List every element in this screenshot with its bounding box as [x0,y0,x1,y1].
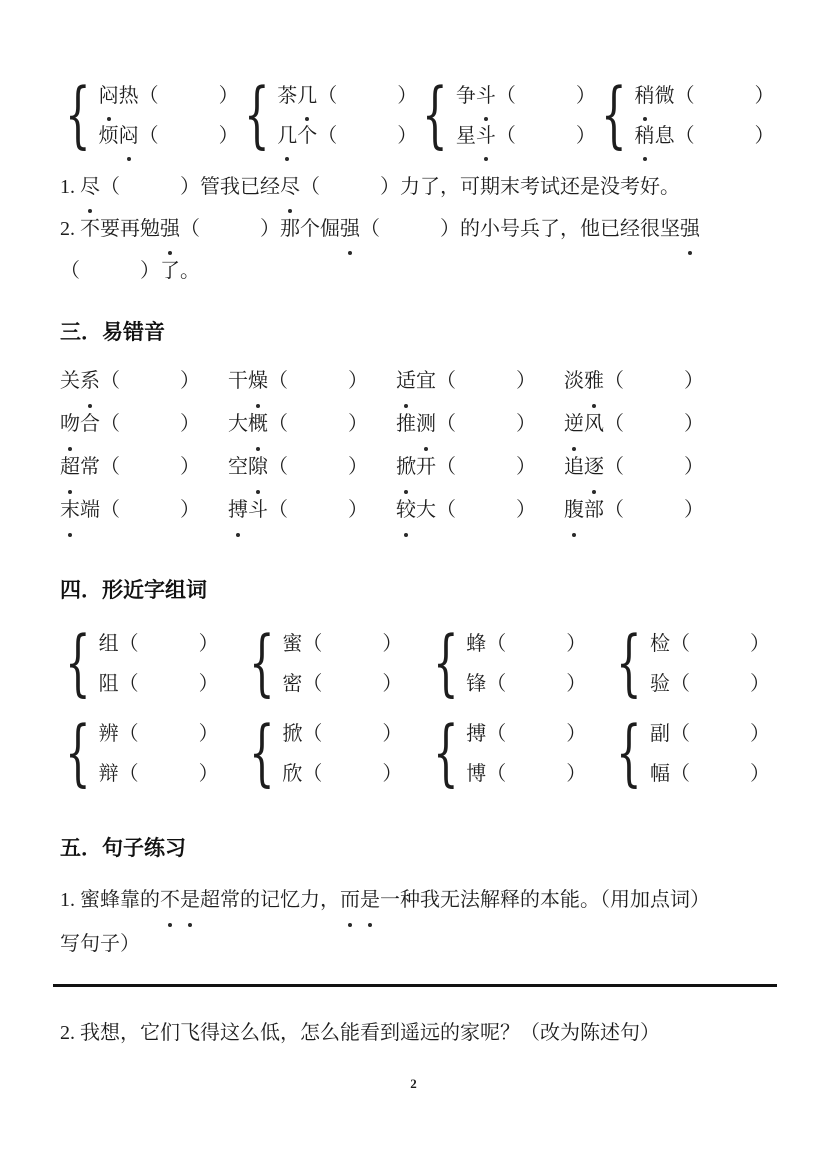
blank-parentheses: （ ） [436,370,536,392]
blank-parentheses: （ ） [118,673,219,695]
xingjinzi-row [60,621,770,705]
blank-parentheses: （ ） [100,456,200,478]
blank-parentheses: （ ） [604,413,704,435]
dotted-char: 适 [396,360,416,403]
word-blank-line: 辨（ ） [98,723,219,745]
brace-group [596,73,775,157]
dotted-char: 搏 [228,489,248,532]
dotted-char: 斗 [476,116,496,156]
word-blank-line: 副（ ） [649,723,770,745]
word-blank-line: 阻（ ） [98,673,219,695]
left-brace: { [243,73,270,157]
word-blank-cell: 超常（ ） [60,446,228,489]
dotted-char: 而 [340,878,360,922]
blank-parentheses: （ ） [669,723,770,745]
left-brace: { [64,621,91,705]
word-blank-line: 蜜（ ） [282,633,403,655]
left-brace: { [616,711,642,795]
blank-parentheses: （ ） [138,85,239,107]
word-blank-line: 检（ ） [649,633,770,655]
blank-parentheses: （ ） [436,456,536,478]
blank-parentheses: （ ） [100,499,200,521]
brace-group [611,621,770,705]
page-number: 2 [410,1076,417,1091]
dotted-char: 稍 [635,76,655,116]
left-brace: { [64,73,91,157]
word-blank-line: 争斗（ ） [456,76,596,116]
left-brace: { [248,711,275,795]
blank-parentheses: （ ） [436,413,536,435]
brace-group [244,621,403,705]
blank-parentheses: （ ） [302,633,403,655]
multi-pronunciation-brace-row [60,73,775,157]
blank-parentheses: （ ） [118,633,219,655]
blank-parentheses: （ ） [669,633,770,655]
word-blank-cell: 搏斗（ ） [228,489,396,532]
left-brace: { [64,711,91,795]
blank-parentheses: （ ） [300,176,400,198]
dotted-char: 强 [680,208,700,250]
blank-parentheses: （ ） [674,125,775,147]
blank-parentheses: （ ） [180,218,280,240]
word-blank-line: 几个（ ） [277,116,417,156]
dotted-char: 测 [416,403,436,446]
blank-parentheses: （ ） [302,723,403,745]
dotted-char: 强 [340,208,360,250]
blank-parentheses: （ ） [486,723,587,745]
brace-group [60,621,219,705]
blank-parentheses: （ ） [669,763,770,785]
blank-parentheses: （ ） [674,85,775,107]
word-blank-line: 稍息（ ） [635,116,775,156]
dotted-char: 斗 [476,76,496,116]
word-blank-line: 茶几（ ） [277,76,417,116]
blank-parentheses: （ ） [604,456,704,478]
blank-parentheses: （ ） [100,176,200,198]
brace-group [611,711,770,795]
blank-parentheses: （ ） [60,260,160,282]
brace-group [428,711,587,795]
section-four-heading: 四．形近字组词 [60,579,207,602]
yicuoyin-word-grid [60,360,770,532]
sentence-line: 写句子） [60,933,140,955]
blank-parentheses: （ ） [495,125,596,147]
blank-parentheses: （改为陈述句） [520,1022,660,1044]
sentence-item [60,878,770,966]
blank-parentheses: （用加点词） [600,889,710,911]
left-brace: { [422,73,448,157]
blank-parentheses: （ ） [268,370,368,392]
blank-parentheses: （ ） [669,673,770,695]
blank-parentheses: （ ） [138,125,239,147]
blank-parentheses: （ ） [302,763,403,785]
sentence-line: （ ）了。 [60,260,200,282]
word-blank-cell: 关系（ ） [60,360,228,403]
sentence-item [60,166,770,208]
word-blank-line: 星斗（ ） [456,116,596,156]
left-brace: { [616,621,642,705]
blank-parentheses: （ ） [436,499,536,521]
blank-parentheses: （ ） [495,85,596,107]
xingjinzi-row [60,711,770,795]
word-blank-line: 搏（ ） [466,723,587,745]
dotted-char: 末 [60,489,80,532]
xingjinzi-brace-rows [60,621,770,795]
word-blank-line: 稍微（ ） [635,76,775,116]
blank-parentheses: （ ） [118,763,219,785]
word-blank-cell: 大概（ ） [228,403,396,446]
dotted-char: 吻 [60,403,80,446]
word-blank-cell: 腹部（ ） [564,489,770,532]
blank-parentheses: （ ） [360,218,460,240]
left-brace: { [432,621,459,705]
sentence-practice-item [60,1011,770,1055]
brace-group [417,73,596,157]
sentence-practice-item [60,878,770,966]
word-blank-cell: 逆风（ ） [564,403,770,446]
left-brace: { [248,621,275,705]
brace-group [239,73,418,157]
dotted-char: 概 [248,403,268,446]
word-blank-line: 闷热（ ） [99,76,239,116]
dotted-char: 超 [60,446,80,489]
dotted-char: 隙 [248,446,268,489]
dotted-char: 逆 [564,403,584,446]
dotted-char: 雅 [584,360,604,403]
sentence-line: 2. 我想，它们飞得这么低，怎么能看到遥远的家呢？（改为陈述句） [60,1022,660,1044]
sentence-line: 2. 不要再勉强（ ）那个倔强（ ）的小号兵了，他已经很坚强 [60,208,770,250]
dotted-char: 较 [396,489,416,532]
dotted-char: 是 [180,878,200,922]
sentence-line: 1. 尽（ ）管我已经尽（ ）力了，可期末考试还是没考好。 [60,166,770,208]
brace-group [60,711,219,795]
brace-group [428,621,587,705]
blank-parentheses: （ ） [268,456,368,478]
dotted-char: 强 [160,208,180,250]
word-blank-line: 幅（ ） [649,763,770,785]
blank-parentheses: （ ） [604,370,704,392]
sentence-item [60,208,770,292]
dotted-char: 闷 [119,116,139,156]
blank-parentheses: （ ） [100,370,200,392]
blank-parentheses: （ ） [486,763,587,785]
word-blank-cell: 末端（ ） [60,489,228,532]
word-blank-cell: 推测（ ） [396,403,564,446]
blank-parentheses: （ ） [268,499,368,521]
dotted-char: 几 [277,116,297,156]
blank-parentheses: （ ） [118,723,219,745]
word-blank-line: 烦闷（ ） [99,116,239,156]
blank-parentheses: （ ） [486,673,587,695]
word-blank-line: 掀（ ） [282,723,403,745]
word-blank-line: 博（ ） [466,763,587,785]
blank-parentheses: （ ） [100,413,200,435]
word-blank-line: 验（ ） [649,673,770,695]
dotted-char: 掀 [396,446,416,489]
word-blank-line: 密（ ） [282,673,403,695]
dotted-char: 腹 [564,489,584,532]
brace-group [244,711,403,795]
dotted-char: 尽 [80,166,100,208]
left-brace: { [600,73,627,157]
dotted-char: 尽 [280,166,300,208]
brace-group [60,73,239,157]
answer-writing-line [53,984,777,987]
word-blank-cell: 空隙（ ） [228,446,396,489]
word-blank-cell: 掀开（ ） [396,446,564,489]
blank-parentheses: （ ） [268,413,368,435]
dotted-char: 稍 [635,116,655,156]
word-blank-cell: 干燥（ ） [228,360,396,403]
dotted-char: 是 [360,878,380,922]
dotted-char: 闷 [99,76,119,116]
dotted-char: 几 [297,76,317,116]
word-blank-line: 锋（ ） [466,673,587,695]
word-blank-cell: 追逐（ ） [564,446,770,489]
blank-parentheses: （ ） [302,673,403,695]
sentence-line: 1. 蜜蜂靠的不是超常的记忆力，而是一种我无法解释的本能。（用加点词） [60,878,770,922]
word-blank-cell: 吻合（ ） [60,403,228,446]
section-five-heading: 五．句子练习 [60,837,186,860]
word-blank-line: 组（ ） [98,633,219,655]
word-blank-line: 蜂（ ） [466,633,587,655]
section-three-heading: 三．易错音 [60,321,165,344]
blank-parentheses: （ ） [604,499,704,521]
sentence-item [60,1011,770,1055]
dotted-char: 系 [80,360,100,403]
blank-parentheses: （ ） [486,633,587,655]
blank-parentheses: （ ） [317,85,418,107]
word-blank-line: 欣（ ） [282,763,403,785]
word-blank-line: 辩（ ） [98,763,219,785]
left-brace: { [432,711,459,795]
word-blank-cell: 适宜（ ） [396,360,564,403]
word-blank-cell: 淡雅（ ） [564,360,770,403]
dotted-char: 不 [160,878,180,922]
dotted-char: 燥 [248,360,268,403]
blank-parentheses: （ ） [317,125,418,147]
word-blank-cell: 较大（ ） [396,489,564,532]
pinyin-sentence-list [60,166,770,292]
dotted-char: 逐 [584,446,604,489]
